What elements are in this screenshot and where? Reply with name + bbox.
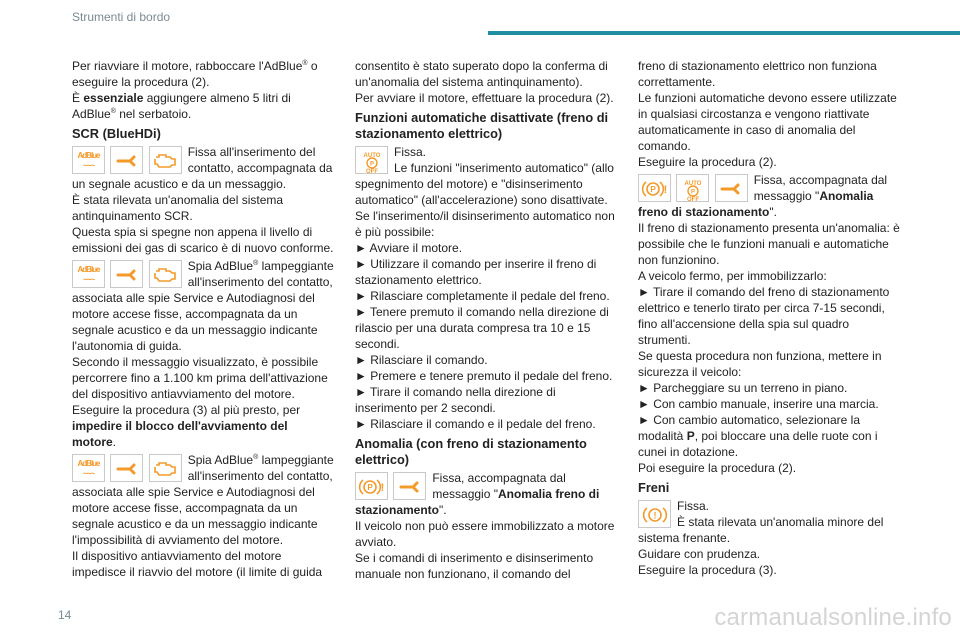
- step-item: ► Rilasciare il comando.: [355, 353, 488, 367]
- paragraph: Fissa.: [677, 499, 710, 513]
- step-item: ► Tirare il comando nella direzione di inserimento per 2 secondi.: [355, 385, 556, 415]
- paragraph: freno di stazionamento elettrico non funziona correttamente.: [638, 59, 877, 89]
- parking-brake-fault-icon: [355, 472, 388, 500]
- paragraph: Fissa all'inserimento del contatto, accompagnata da un segnale acustico e da un messaggio.: [72, 145, 333, 191]
- paragraph: Fissa, accompagnata dal messaggio "Anomalia freno di stazionamento".: [355, 471, 600, 517]
- section-title-scr: SCR (BlueHDi): [72, 126, 161, 141]
- section-title-freni: Freni: [638, 480, 670, 495]
- service-wrench-icon: [393, 472, 426, 500]
- paragraph: Guidare con prudenza.: [638, 547, 761, 561]
- svg-text:P: P: [690, 189, 695, 196]
- svg-text:OFF: OFF: [365, 169, 378, 174]
- paragraph: Eseguire la procedura (3) al più presto, per impedire il blocco dell'avviamento del motore.: [72, 403, 301, 449]
- step-item: ► Tenere premuto il comando nella direzione di rilascio per una durata compresa tra 10 e 15 secondi.: [355, 305, 609, 351]
- step-item: ► Con cambio manuale, inserire una marcia.: [638, 397, 879, 411]
- paragraph: Se i comandi di inserimento e disinserimento manuale non funzionano, il comando del: [355, 551, 594, 581]
- paragraph: A veicolo fermo, per immobilizzarlo:: [638, 269, 827, 283]
- paragraph: Poi eseguire la procedura (2).: [638, 461, 797, 475]
- paragraph: È stata rilevata un'anomalia del sistema antinquinamento SCR.: [72, 193, 284, 223]
- warning-block-auto-off: [355, 144, 617, 208]
- paragraph: Il veicolo non può essere immobilizzato a motore avviato.: [355, 519, 615, 549]
- header-accent-bar: [488, 31, 960, 35]
- svg-text:P: P: [369, 161, 374, 168]
- paragraph: consentito è stato superato dopo la conferma di un'anomalia del sistema antinquinamento).: [355, 59, 608, 89]
- svg-text:OFF: OFF: [686, 197, 699, 202]
- step-item: ► Rilasciare il comando e il pedale del freno.: [355, 417, 596, 431]
- step-item: ► Rilasciare completamente il pedale del freno.: [355, 289, 610, 303]
- brake-warning-icon: [638, 500, 671, 528]
- service-wrench-icon: [715, 174, 748, 202]
- warning-block-adblue-blink-1: [72, 258, 334, 354]
- page-number: 14: [58, 608, 72, 622]
- paragraph: Eseguire la procedura (2).: [638, 155, 777, 169]
- step-item: ► Tirare il comando del freno di stazionamento elettrico e tenerlo tirato per circa 7-15 secondi, fino all'accensione della spia sul quadro strumenti.: [638, 285, 890, 347]
- svg-text:AUTO: AUTO: [363, 153, 380, 159]
- engine-fault-icon: [149, 454, 182, 482]
- auto-off-brake-icon: [676, 174, 709, 202]
- column-2: [355, 58, 617, 582]
- step-item: ► Con cambio automatico, selezionare la modalità P, poi bloccare una delle ruote con i cunei in dotazione.: [638, 413, 878, 459]
- step-item: ► Parcheggiare su un terreno in piano.: [638, 381, 848, 395]
- paragraph: È stata rilevata un'anomalia minore del sistema frenante.: [638, 515, 884, 545]
- paragraph: Se questa procedura non funziona, mettere in sicurezza il veicolo:: [638, 349, 882, 379]
- warning-block-scr: [72, 144, 334, 192]
- paragraph: Per riavviare il motore, rabboccare l'AdBlue® o eseguire la procedura (2).: [72, 59, 318, 89]
- paragraph: Le funzioni automatiche devono essere utilizzate in qualsiasi circostanza e vengono riattivate automaticamente in caso di anomalia del comando.: [638, 91, 897, 153]
- section-title-auto-functions: Funzioni automatiche disattivate (freno di stazionamento elettrico): [355, 110, 609, 141]
- paragraph: Il dispositivo antiavviamento del motore impedisce il riavvio del motore (il limite di guida: [72, 549, 323, 579]
- auto-off-brake-icon: [355, 146, 388, 174]
- engine-fault-icon: [149, 146, 182, 174]
- svg-text:AUTO: AUTO: [684, 181, 702, 187]
- paragraph: Spia AdBlue® lampeggiante all'inserimento del contatto, associata alle spie Service e Autodiagnosi del motore accese fisse, accompagnata da un segnale acustico e da un messaggio indicante l'autonomia di guida.: [72, 259, 334, 353]
- paragraph: Per avviare il motore, effettuare la procedura (2).: [355, 91, 614, 105]
- service-wrench-icon: [110, 146, 143, 174]
- column-1: [72, 58, 334, 580]
- paragraph: Il freno di stazionamento presenta un'anomalia: è possibile che le funzioni manuali e automatiche non funzionino.: [638, 221, 900, 267]
- paragraph: È essenziale aggiungere almeno 5 litri di AdBlue® nel serbatoio.: [72, 91, 291, 121]
- section-title-anomaly: Anomalia (con freno di stazionamento elettrico): [355, 436, 587, 467]
- svg-text:!: !: [653, 510, 656, 521]
- parking-brake-fault-icon: [638, 174, 671, 202]
- paragraph: Questa spia si spegne non appena il livello di emissioni dei gas di scarico è di nuovo conforme.: [72, 225, 334, 255]
- warning-block-adblue-blink-2: [72, 452, 334, 548]
- warning-block-freni: [638, 498, 900, 546]
- adblue-warning-icon: AdBlue ~~~: [72, 146, 105, 174]
- paragraph: Fissa, accompagnata dal messaggio "Anomalia freno di stazionamento".: [638, 173, 888, 219]
- warning-block-brake-anomaly: [355, 470, 617, 518]
- svg-text:P: P: [366, 483, 373, 492]
- paragraph: Se l'inserimento/il disinserimento automatico non è più possibile:: [355, 209, 615, 239]
- step-item: ► Premere e tenere premuto il pedale del freno.: [355, 369, 613, 383]
- step-item: ► Avviare il motore.: [355, 241, 463, 255]
- page-header-title: Strumenti di bordo: [72, 10, 171, 24]
- svg-text:!: !: [380, 482, 384, 494]
- adblue-warning-icon: AdBlue ~~~: [72, 454, 105, 482]
- svg-text:!: !: [663, 184, 667, 196]
- paragraph: Spia AdBlue® lampeggiante all'inserimento del contatto, associata alle spie Service e Autodiagnosi del motore accese fisse, accompagnata da un segnale acustico e da un messaggio indicante l'impossibilità di avviamento del motore.: [72, 453, 334, 547]
- paragraph: Le funzioni "inserimento automatico" (allo spegnimento del motore) e "disinserimento automatico" (all'accelerazione) sono disattivate.: [355, 161, 614, 207]
- service-wrench-icon: [110, 260, 143, 288]
- column-3: [638, 58, 900, 578]
- engine-fault-icon: [149, 260, 182, 288]
- warning-block-brake-anomaly-2: [638, 172, 900, 220]
- watermark: carmanualsonline.info: [714, 604, 952, 631]
- step-item: ► Utilizzare il comando per inserire il freno di stazionamento elettrico.: [355, 257, 597, 287]
- adblue-warning-icon: AdBlue ~~~: [72, 260, 105, 288]
- paragraph: Eseguire la procedura (3).: [638, 563, 777, 577]
- paragraph: Secondo il messaggio visualizzato, è possibile percorrere fino a 1.100 km prima dell'attivazione del dispositivo antiavviamento del motore.: [72, 355, 328, 401]
- service-wrench-icon: [110, 454, 143, 482]
- svg-text:P: P: [649, 185, 656, 194]
- paragraph: Fissa.: [394, 145, 427, 159]
